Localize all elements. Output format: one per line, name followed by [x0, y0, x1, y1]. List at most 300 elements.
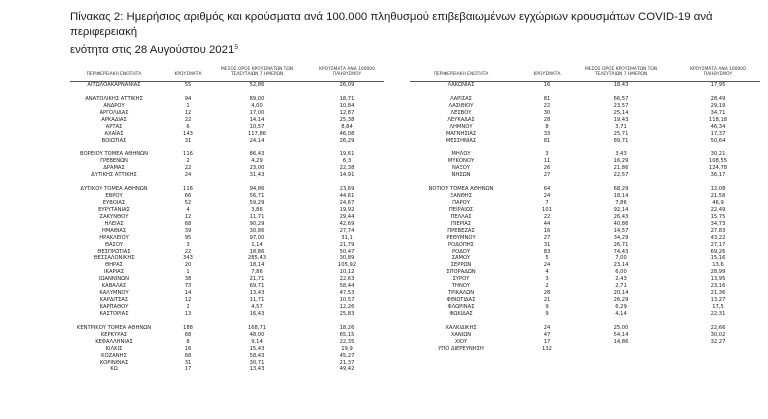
table-spacer-row	[70, 318, 384, 325]
header-cases: ΚΡΟΥΣΜΑΤΑ	[533, 72, 561, 77]
table-row	[410, 242, 760, 249]
cell-mean: 13,43	[249, 290, 265, 297]
cell-per100k: 18,26	[339, 324, 355, 331]
cell-mean: 10,57	[249, 123, 265, 130]
cell-mean: 26,29	[613, 297, 629, 304]
cell-unit: ΒΟΡΕΙΟΥ ΤΟΜΕΑ ΑΘΗΝΩΝ	[80, 151, 148, 158]
cell-mean: 56,71	[249, 193, 265, 199]
cell-unit: ΜΥΚΟΝΟΥ	[447, 158, 475, 165]
cell-per100k: 45,27	[339, 352, 355, 359]
table-spacer-row	[410, 89, 760, 96]
cell-unit: ΚΟΡΙΝΘΙΑΣ	[99, 359, 129, 366]
table-row	[410, 186, 760, 193]
cell-unit: ΙΩΑΝΝΙΝΩΝ	[98, 276, 130, 283]
cell-cases: 22	[184, 248, 192, 255]
table-row	[410, 96, 760, 103]
cell-per100k: 69,26	[710, 248, 726, 255]
cell-mean: 86,43	[249, 151, 265, 158]
cell-per100k: 30,89	[339, 255, 355, 262]
cell-mean: 4,57	[251, 304, 263, 310]
cell-unit: ΜΗΛΟΥ	[451, 151, 471, 158]
cell-per100k: 27,17	[710, 241, 726, 248]
cell-per100k: 21,37	[339, 359, 355, 366]
cell-cases: 16	[543, 82, 551, 88]
cell-cases: 64	[543, 186, 551, 193]
cell-unit: ΦΘΙΩΤΙΔΑΣ	[446, 297, 476, 304]
table-row	[70, 311, 384, 318]
cell-cases: 1	[186, 269, 190, 276]
cell-unit: ΔΥΤΙΚΟΥ ΤΟΜΕΑ ΑΘΗΝΩΝ	[80, 186, 148, 193]
cell-mean: 52,86	[249, 82, 265, 88]
cell-per100k: 29,44	[339, 213, 355, 220]
cell-per100k: 30,21	[710, 151, 726, 158]
table-row	[410, 332, 760, 339]
cell-mean: 6,29	[615, 304, 627, 310]
cell-unit: ΦΛΩΡΙΝΑΣ	[447, 304, 475, 310]
cell-unit: ΥΠΟ ΔΙΕΡΕΥΝΗΣΗ	[438, 345, 484, 352]
table-row	[410, 124, 760, 131]
table-row	[70, 255, 384, 262]
cell-unit: ΑΡΤΑΣ	[105, 123, 123, 130]
table-row	[70, 366, 384, 373]
table-row	[70, 325, 384, 332]
table-row	[70, 110, 384, 117]
cell-unit: ΚΑΛΥΜΝΟΥ	[99, 290, 129, 297]
cell-unit: ΧΑΛΚΙΔΙΚΗΣ	[445, 324, 477, 331]
cell-unit: ΗΜΑΘΙΑΣ	[101, 227, 127, 234]
cell-mean: 18,14	[249, 262, 265, 269]
cell-unit: ΗΛΕΙΑΣ	[104, 220, 124, 227]
cell-per100k: 30,02	[710, 331, 726, 338]
cell-per100k: 23,16	[710, 283, 726, 290]
cell-cases: 17	[184, 366, 192, 373]
cell-per100k: 22,49	[710, 206, 726, 213]
cell-mean: 285,43	[247, 255, 267, 262]
cell-unit: ΠΕΛΛΑΣ	[450, 213, 472, 220]
cell-unit: ΦΩΚΙΔΑΣ	[449, 310, 473, 317]
cell-per100k: 12,26	[339, 304, 355, 310]
cell-unit: ΚΕΝΤΡΙΚΟΥ ΤΟΜΕΑ ΑΘΗΝΩΝ	[76, 324, 152, 331]
table-row	[70, 82, 384, 89]
cell-per100k: 17,37	[710, 130, 726, 137]
cell-unit: ΙΚΑΡΙΑΣ	[104, 269, 124, 276]
cell-mean: 7,00	[615, 255, 627, 262]
cell-unit: ΗΡΑΚΛΕΙΟΥ	[99, 234, 129, 241]
cell-per100k: 17,95	[710, 82, 726, 88]
table-row	[410, 346, 760, 353]
cell-mean: 68,29	[613, 186, 629, 193]
cell-per100k: 22,38	[339, 165, 355, 172]
cell-per100k: 118,18	[708, 116, 728, 123]
cell-per100k: 47,53	[339, 290, 355, 297]
cell-unit: ΣΑΜΟΥ	[451, 255, 471, 262]
table-left-half	[70, 66, 384, 373]
cell-unit: ΠΙΕΡΙΑΣ	[450, 220, 472, 227]
table-row	[410, 82, 760, 89]
table-row	[70, 172, 384, 179]
table-caption	[70, 10, 760, 58]
cell-unit: ΑΧΑΪΑΣ	[104, 130, 124, 137]
cell-mean: 3,86	[251, 206, 263, 213]
cell-cases: 52	[184, 199, 192, 206]
cell-per100k: 28,99	[710, 269, 726, 276]
cell-per100k: 10,84	[339, 102, 355, 109]
cell-cases: 14	[184, 290, 192, 297]
cell-cases: 3	[186, 241, 190, 248]
table-row	[70, 235, 384, 242]
cell-per100k: 8,84	[341, 123, 353, 130]
cell-mean: 18,86	[249, 248, 265, 255]
table-row	[70, 283, 384, 290]
cell-mean: 21,86	[613, 165, 629, 172]
cell-per100k: 12,87	[339, 109, 355, 116]
cell-per100k: 21,36	[710, 290, 726, 297]
cell-cases: 44	[543, 220, 551, 227]
cell-mean: 25,71	[613, 130, 629, 137]
cell-per100k: 26,09	[339, 82, 355, 88]
cell-mean: 22,57	[613, 172, 629, 179]
cell-per100k: 46,9	[712, 199, 724, 206]
cell-unit: ΑΙΤΩΛΟΑΚΑΡΝΑΝΙΑΣ	[87, 82, 141, 88]
table-row	[70, 96, 384, 103]
cell-cases: 116	[183, 151, 193, 158]
table-row	[410, 110, 760, 117]
cell-cases: 28	[543, 116, 551, 123]
cell-unit: ΛΑΣΙΘΙΟΥ	[448, 102, 474, 109]
cell-per100k: 13,95	[710, 276, 726, 283]
cell-mean: 18,43	[613, 82, 629, 88]
cell-unit: ΧΙΟΥ	[454, 338, 468, 345]
cell-cases: 31	[543, 241, 551, 248]
cell-cases: 13	[184, 310, 192, 317]
cell-cases: 24	[184, 172, 192, 179]
cell-mean: 25,00	[613, 324, 629, 331]
table-rows-left	[70, 82, 384, 373]
cell-mean: 21,71	[249, 276, 265, 283]
cell-per100k: 21,58	[710, 193, 726, 199]
cell-cases: 3	[545, 151, 549, 158]
cell-unit: ΠΑΡΟΥ	[452, 199, 470, 206]
table-row	[410, 325, 760, 332]
cell-mean: 30,71	[249, 359, 265, 366]
cell-unit: ΤΡΙΚΑΛΩΝ	[447, 290, 475, 297]
table-row	[70, 124, 384, 131]
table-row	[410, 158, 760, 165]
cell-cases: 24	[543, 193, 551, 199]
table-row	[70, 117, 384, 124]
table-header-left	[70, 66, 384, 82]
cell-mean: 26,43	[613, 213, 629, 220]
cell-unit: ΘΕΣΠΡΩΤΙΑΣ	[97, 248, 131, 255]
table-row	[70, 339, 384, 346]
cell-mean: 26,71	[613, 241, 629, 248]
cell-mean: 20,14	[613, 290, 629, 297]
table-row	[70, 297, 384, 304]
cell-unit: ΚΕΡΚΥΡΑΣ	[100, 331, 128, 338]
cell-per100k: 43,22	[710, 234, 726, 241]
cell-mean: 117,86	[247, 130, 267, 137]
cell-unit: ΠΕΙΡΑΙΩΣ	[448, 206, 474, 213]
table-spacer-row	[70, 89, 384, 96]
cell-mean: 23,14	[613, 262, 629, 269]
table-row	[410, 172, 760, 179]
cell-per100k: 27,74	[339, 227, 355, 234]
cell-cases: 143	[183, 130, 193, 137]
cell-mean: 19,43	[613, 116, 629, 123]
cell-unit: ΖΑΚΥΝΘΟΥ	[99, 213, 129, 220]
cell-mean: 4,14	[615, 310, 627, 317]
cell-cases: 33	[543, 130, 551, 137]
table-row	[410, 138, 760, 145]
cell-mean: 23,00	[249, 165, 265, 172]
table-row	[410, 255, 760, 262]
cell-mean: 90,29	[249, 220, 265, 227]
caption-line-2-text: ενότητα στις 28 Αυγούστου 2021	[70, 44, 235, 56]
cell-cases: 8	[186, 338, 190, 345]
cell-per100k: 17,5	[712, 304, 724, 310]
table-row	[70, 214, 384, 221]
header-cases: ΚΡΟΥΣΜΑΤΑ	[174, 72, 202, 77]
cell-unit: ΚΙΛΚΙΣ	[105, 345, 123, 352]
table-row	[70, 151, 384, 158]
table-row	[70, 103, 384, 110]
cell-per100k: 25,38	[339, 116, 355, 123]
cell-cases: 7	[545, 199, 549, 206]
cell-per100k: 22,35	[339, 338, 355, 345]
cell-per100k: 49,42	[339, 366, 355, 373]
cell-unit: ΛΑΚΩΝΙΑΣ	[447, 82, 475, 88]
cell-per100k: 15,16	[710, 255, 726, 262]
cell-unit: ΕΥΡΥΤΑΝΙΑΣ	[98, 206, 130, 213]
cell-mean: 18,14	[613, 193, 629, 199]
cell-unit: ΝΗΣΩΝ	[451, 172, 471, 179]
cell-cases: 73	[184, 283, 192, 290]
cell-unit: ΜΕΣΣΗΝΙΑΣ	[445, 137, 477, 144]
cell-unit: ΛΕΥΚΑΔΑΣ	[447, 116, 475, 123]
cell-cases: 9	[545, 310, 549, 317]
cell-mean: 14,14	[249, 116, 265, 123]
cell-mean: 40,86	[613, 220, 629, 227]
cell-mean: 11,71	[249, 213, 265, 220]
cell-per100k: 105,92	[337, 262, 357, 269]
table-row	[410, 117, 760, 124]
cell-mean: 24,14	[249, 137, 265, 144]
cell-unit: ΛΗΜΝΟΥ	[449, 123, 473, 130]
cell-mean: 2,71	[615, 283, 627, 290]
header-mean: ΜΕΣΟΣ ΟΡΟΣ ΚΡΟΥΣΜΑΤΩΝ ΤΩΝ ΤΕΛΕΥΤΑΙΩΝ 7 ΗΜΕΡΩΝ	[221, 67, 293, 77]
cell-per100k: 25,83	[339, 310, 355, 317]
cell-cases: 11	[543, 158, 551, 165]
cell-unit: ΜΑΓΝΗΣΙΑΣ	[445, 130, 477, 137]
cell-per100k: 23,69	[339, 186, 355, 193]
cell-cases: 101	[542, 206, 552, 213]
table-row	[70, 360, 384, 367]
cell-per100k: 12,08	[710, 186, 726, 193]
cell-per100k: 22,31	[710, 310, 726, 317]
table-header-right	[410, 66, 760, 82]
cell-cases: 68	[184, 220, 192, 227]
cell-per100k: 32,27	[710, 338, 726, 345]
cell-mean: 66,57	[613, 95, 629, 102]
cell-per100k: 10,57	[339, 297, 355, 304]
table-row	[410, 151, 760, 158]
table-row	[70, 290, 384, 297]
table-row	[410, 103, 760, 110]
cell-cases: 22	[543, 213, 551, 220]
cell-per100k: 19,9	[341, 345, 353, 352]
header-mean: ΜΕΣΟΣ ΟΡΟΣ ΚΡΟΥΣΜΑΤΩΝ ΤΩΝ ΤΕΛΕΥΤΑΙΩΝ 7 ΗΜΕΡΩΝ	[585, 67, 657, 77]
cell-cases: 47	[543, 331, 551, 338]
cell-mean: 9,14	[251, 338, 263, 345]
cell-cases: 2	[545, 283, 549, 290]
caption-line-1: Πίνακας 2: Ημερήσιος αριθμός και κρούσματα ανά 100.000 πληθυσμού επιβεβαιωμένων εγχώριων κρουσμάτων COVID-19 ανά περιφερειακή	[70, 11, 713, 38]
cell-unit: ΔΥΤΙΚΗΣ ΑΤΤΙΚΗΣ	[91, 172, 137, 179]
cell-cases: 81	[543, 137, 551, 144]
table-row	[70, 228, 384, 235]
cell-per100k: 13,6	[712, 262, 724, 269]
cell-cases: 12	[184, 297, 192, 304]
cell-cases: 12	[184, 213, 192, 220]
table-row	[410, 297, 760, 304]
cell-mean: 14,57	[613, 227, 629, 234]
cell-mean: 11,71	[249, 297, 265, 304]
cell-cases: 26	[543, 165, 551, 172]
cell-mean: 31,43	[249, 172, 265, 179]
header-unit: ΠΕΡΙΦΕΡΕΙΑΚΗ ΕΝΟΤΗΤΑ	[433, 72, 489, 77]
table-row	[410, 269, 760, 276]
cell-cases: 16	[184, 345, 192, 352]
table-spacer-row	[410, 144, 760, 151]
cell-per100k: 15,75	[710, 213, 726, 220]
cell-unit: ΣΕΡΡΩΝ	[450, 262, 472, 269]
cell-cases: 3	[545, 276, 549, 283]
table-row	[410, 249, 760, 256]
table-row	[410, 200, 760, 207]
cell-unit: ΘΑΣΟΥ	[104, 241, 124, 248]
table-row	[410, 214, 760, 221]
cell-unit: ΣΥΡΟΥ	[452, 276, 470, 283]
cell-per100k: 10,12	[339, 269, 355, 276]
cell-cases: 95	[184, 234, 192, 241]
cell-mean: 58,43	[249, 352, 265, 359]
cell-unit: ΒΟΙΩΤΙΑΣ	[101, 137, 127, 144]
cell-per100k: 124,78	[708, 165, 728, 172]
cell-unit: ΝΑΞΟΥ	[452, 165, 470, 172]
cell-cases: 27	[543, 234, 551, 241]
cell-unit: ΚΑΣΤΟΡΙΑΣ	[99, 310, 129, 317]
cell-unit: ΕΒΡΟΥ	[105, 193, 123, 199]
cases-table	[70, 66, 760, 419]
cell-cases: 31	[184, 359, 192, 366]
cell-per100k: 14,91	[339, 172, 355, 179]
table-row	[70, 207, 384, 214]
cell-cases: 6	[186, 123, 190, 130]
table-row	[410, 221, 760, 228]
cell-cases: 22	[543, 102, 551, 109]
cell-per100k: 29,19	[710, 102, 726, 109]
cell-unit: ΧΑΝΙΩΝ	[450, 331, 472, 338]
header-unit: ΠΕΡΙΦΕΡΕΙΑΚΗ ΕΝΟΤΗΤΑ	[86, 72, 142, 77]
table-row	[410, 283, 760, 290]
cell-unit: ΠΡΕΒΕΖΑΣ	[447, 227, 475, 234]
cell-mean: 59,29	[249, 199, 265, 206]
table-row	[410, 290, 760, 297]
cell-mean: 23,57	[613, 102, 629, 109]
table-spacer-row	[70, 144, 384, 151]
cell-per100k: 22,63	[339, 276, 355, 283]
table-row	[70, 200, 384, 207]
table-row	[410, 193, 760, 200]
cell-per100k: 6,3	[342, 158, 352, 165]
table-row	[70, 304, 384, 311]
cell-cases: 30	[543, 109, 551, 116]
table-spacer-row	[410, 179, 760, 186]
cell-mean: 54,14	[613, 331, 629, 338]
cell-cases: 343	[183, 255, 193, 262]
cell-cases: 22	[184, 116, 192, 123]
cell-mean: 92,14	[613, 206, 629, 213]
cell-cases: 1	[186, 102, 190, 109]
cell-per100k: 46,34	[710, 123, 726, 130]
table-row	[70, 221, 384, 228]
cell-cases: 28	[543, 290, 551, 297]
cell-cases: 24	[543, 324, 551, 331]
cell-cases: 24	[543, 262, 551, 269]
table-row	[410, 276, 760, 283]
cell-cases: 12	[184, 109, 192, 116]
cell-cases: 81	[543, 95, 551, 102]
cell-mean: 13,43	[249, 366, 265, 373]
table-row	[70, 242, 384, 249]
cell-mean: 30,86	[249, 227, 265, 234]
cell-mean: 15,43	[249, 345, 265, 352]
cell-mean: 2,43	[615, 276, 627, 283]
cell-per100k: 13,27	[710, 297, 726, 304]
table-row	[410, 262, 760, 269]
cell-per100k: 36,17	[710, 172, 726, 179]
table-row	[70, 269, 384, 276]
header-per100k: ΚΡΟΥΣΜΑΤΑ ΑΝΑ 100000 ΠΛΗΘΥΣΜΟΥ	[319, 67, 375, 77]
cell-mean: 1,14	[251, 241, 263, 248]
cell-per100k: 58,44	[339, 283, 355, 290]
cell-mean: 3,71	[615, 123, 627, 130]
cell-per100k: 34,73	[710, 220, 726, 227]
caption-footnote-marker: 5	[234, 44, 238, 51]
cell-mean: 16,43	[249, 310, 265, 317]
cell-cases: 16	[543, 227, 551, 234]
cell-per100k: 108,55	[708, 158, 728, 165]
cell-unit: ΚΑΒΑΛΑΣ	[101, 283, 127, 290]
cell-mean: 3,43	[615, 151, 627, 158]
cell-per100k: 19,61	[339, 151, 355, 158]
cell-cases: 132	[542, 345, 552, 352]
table-row	[70, 276, 384, 283]
cell-mean: 74,43	[613, 248, 629, 255]
cell-unit: ΘΗΡΑΣ	[105, 262, 123, 269]
cell-unit: ΑΡΓΟΛΙΔΑΣ	[99, 109, 129, 116]
cell-cases: 5	[545, 255, 549, 262]
cell-cases: 39	[184, 227, 192, 234]
cell-mean: 4,29	[251, 158, 263, 165]
table-row	[70, 138, 384, 145]
cell-unit: ΡΟΔΟΥ	[451, 248, 470, 255]
cell-per100k: 65,15	[339, 331, 355, 338]
cell-unit: ΘΕΣΣΑΛΟΝΙΚΗΣ	[93, 255, 135, 262]
cell-per100k: 19,92	[339, 206, 355, 213]
cell-mean: 89,71	[613, 137, 629, 144]
cell-cases: 2	[186, 158, 190, 165]
caption-line-2	[70, 40, 760, 58]
